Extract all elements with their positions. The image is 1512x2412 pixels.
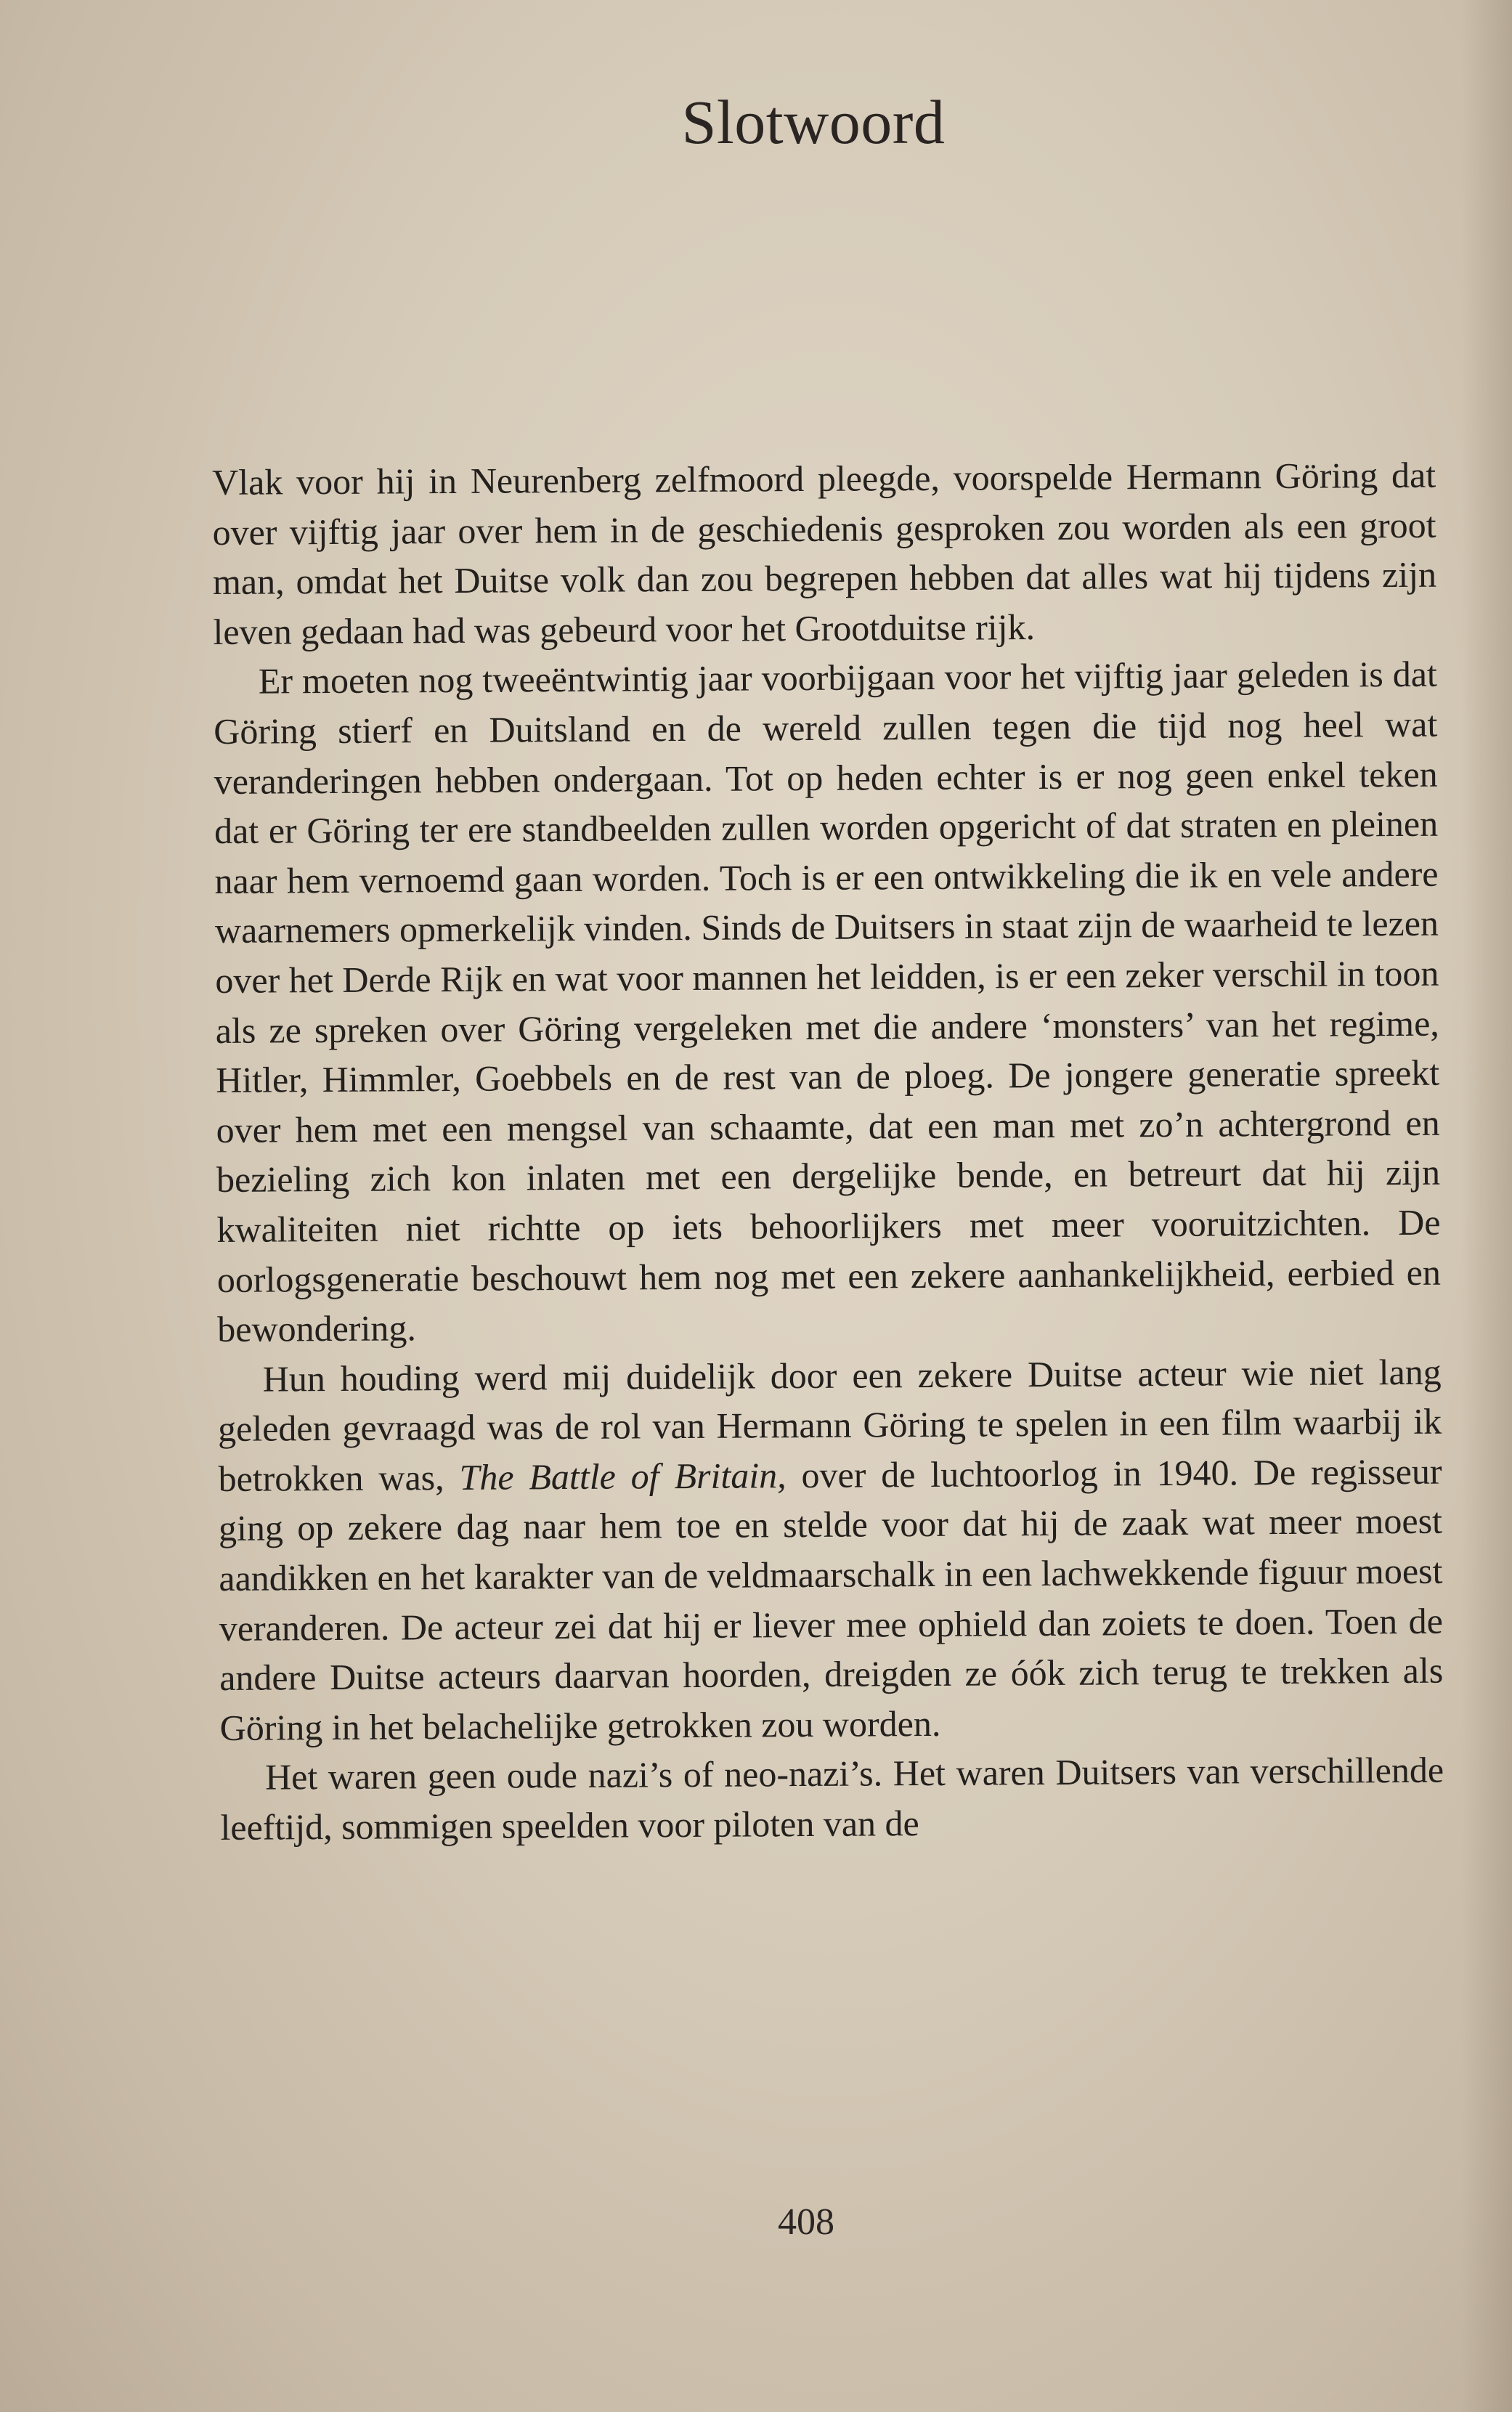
film-title: The Battle of Britain, bbox=[459, 1455, 787, 1498]
page-edge-shadow bbox=[1461, 0, 1512, 2412]
paragraph: Het waren geen oude nazi’s of neo-nazi’s. Het waren Duitsers van verschillende leeftijd, sommigen speelden voor piloten van de bbox=[220, 1750, 1444, 1848]
paragraph: Er moeten nog tweeëntwintig jaar voorbijgaan voor het vijftig jaar geleden is dat Göring stierf en Duitsland en de wereld zullen tegen die tijd nog heel wat veranderingen hebben ondergaan. Tot op heden echter is er nog geen enkel teken dat er Göring ter ere standbeelden zullen worden opgericht of dat straten en pleinen naar hem vernoemd gaan worden. Toch is er een ontwikkeling die ik en vele andere waarnemers opmerkelijk vinden. Sinds de Duitsers in staat zijn de waarheid te lezen over het Derde Rijk en wat voor mannen het leidden, is er een zeker verschil in toon als ze spreken over Göring vergeleken met die andere ‘monsters’ van het regime, Hitler, Himmler, Goebbels en de rest van de ploeg. De jongere generatie spreekt over hem met een mengsel van schaamte, dat een man met zo’n achtergrond en bezieling zich kon inlaten met een dergelijke bende, en betreurt dat hij zijn kwaliteiten niet richtte op iets behoorlijkers met meer vooruitzichten. De oorlogsgeneratie beschouwt hem nog met een zekere aanhankelijkheid, eerbied en bewondering. bbox=[214, 654, 1442, 1350]
paragraph: Vlak voor hij in Neurenberg zelfmoord pleegde, voorspelde Hermann Göring dat over vijftig jaar over hem in de geschiedenis gesproken zou worden als een groot man, omdat het Duitse volk dan zou begrepen hebben dat alles wat hij tijdens zijn leven gedaan had was gebeurd voor het Grootduitse rijk. bbox=[212, 454, 1437, 652]
body-text bbox=[212, 450, 1444, 1853]
chapter-title: Slotwoord bbox=[681, 87, 946, 157]
paragraph-text: Hun houding werd mij duidelijk door een zekere Duitse acteur wie niet lang geleden gevraagd was de rol van Hermann Göring te spelen in een film waarbij ik betrokken was, bbox=[217, 1351, 1442, 1499]
paragraph bbox=[218, 1347, 1444, 1753]
page-number: 408 bbox=[778, 2201, 834, 2243]
paragraph-text: over de luchtoorlog in 1940. De regisseur ging op zekere dag naar hem toe en stelde voor dat hij de zaak wat meer moest aandikken en het karakter van de veldmaarschalk in een lachwekkende figuur moest veranderen. De acteur zei dat hij er liever mee ophield dan zoiets te doen. Toen de andere Duitse acteurs daarvan hoorden, dreigden ze óók zich terug te trekken als Göring in het belachelijke getrokken zou worden. bbox=[218, 1450, 1444, 1748]
